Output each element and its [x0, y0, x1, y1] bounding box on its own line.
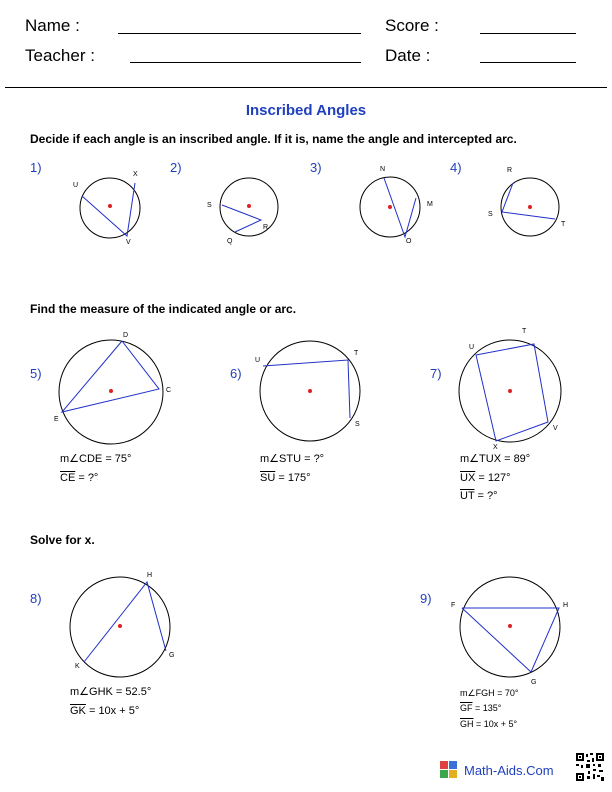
section2-instruction: Find the measure of the indicated angle or arc. [30, 302, 297, 316]
angle-name: GHK [89, 686, 113, 698]
point-label: R [507, 167, 513, 174]
given-value: = 89° [501, 453, 531, 465]
given-value: = ?° [75, 472, 99, 484]
arc-name: $\overline{CE}$ [60, 472, 76, 484]
point-label: H [147, 572, 153, 579]
point-label: M [427, 201, 433, 208]
given-value: = ?° [474, 490, 498, 502]
arc-name: $\overline{UX}$ [460, 472, 476, 484]
point-label: E [54, 416, 59, 423]
point-label: T [561, 221, 566, 228]
angle-name: TUX [479, 453, 502, 465]
chords-problem-1 [82, 183, 135, 236]
point-label: S [207, 202, 212, 209]
angle-prefix: m∠ [460, 688, 476, 698]
point-label: T [522, 328, 527, 335]
point-label: G [169, 652, 175, 659]
brand-link[interactable]: Math-Aids.Com [464, 763, 554, 778]
arc-name: $\overline{GK}$ [70, 705, 86, 717]
chords-problem-2 [222, 205, 261, 232]
point-label: X [493, 444, 498, 451]
given-value: = 70° [494, 688, 519, 698]
angle-prefix: m∠ [260, 453, 280, 465]
problem-9-number: 9) [420, 591, 432, 606]
point-label: O [406, 238, 412, 245]
point-label: C [166, 387, 172, 394]
point-label: G [531, 679, 537, 686]
given-value: = ?° [301, 453, 325, 465]
point-label: V [553, 425, 558, 432]
problem-2-number: 2) [170, 160, 182, 175]
center-dot [247, 204, 251, 208]
given-value: = 75° [102, 453, 132, 465]
point-label: X [133, 171, 138, 178]
math-aids-logo-icon [440, 761, 458, 779]
given-value: = 52.5° [112, 686, 152, 698]
problem-7-number: 7) [430, 366, 442, 381]
angle-prefix: m∠ [70, 686, 90, 698]
problem-1-number: 1) [30, 160, 42, 175]
center-dot [118, 624, 122, 628]
given-value: = 10x + 5° [85, 705, 140, 717]
center-dot [528, 205, 532, 209]
section1-instruction: Decide if each angle is an inscribed angle. If it is, name the angle and intercepted arc. [30, 132, 517, 146]
chords-problem-4 [502, 183, 555, 219]
chords-problem-6 [263, 360, 350, 418]
chords-problem-7 [476, 344, 548, 441]
angle-prefix: m∠ [60, 453, 80, 465]
name-label: Name : [25, 16, 80, 35]
center-dot [388, 205, 392, 209]
point-label: D [123, 332, 129, 339]
point-label: H [563, 602, 569, 609]
arc-name: $\overline{SU}$ [260, 472, 276, 484]
center-dot [308, 389, 312, 393]
point-label: V [126, 239, 131, 246]
arc-name: $\overline{GF}$ [460, 703, 473, 713]
problem-5-number: 5) [30, 366, 42, 381]
problem-8-number: 8) [30, 591, 42, 606]
center-dot [508, 389, 512, 393]
center-dot [109, 389, 113, 393]
point-label: Q [227, 238, 233, 245]
teacher-label: Teacher : [25, 46, 95, 65]
angle-name: CDE [79, 453, 103, 465]
given-value: = 135° [472, 703, 502, 713]
center-dot [508, 624, 512, 628]
given-value: = 175° [275, 472, 311, 484]
section3-instruction: Solve for x. [30, 533, 95, 547]
problem-4-number: 4) [450, 160, 462, 175]
point-label: T [354, 350, 359, 357]
chords-problem-8 [84, 582, 166, 662]
point-label: F [451, 602, 456, 609]
arc-name: $\overline{UT}$ [460, 490, 475, 502]
center-dot [108, 204, 112, 208]
point-label: U [469, 344, 475, 351]
point-label: N [380, 166, 386, 173]
angle-name: FGH [475, 688, 495, 698]
chords-problem-9 [462, 608, 559, 672]
angle-name: STU [279, 453, 302, 465]
page-title: Inscribed Angles [245, 102, 367, 119]
date-label: Date : [385, 46, 431, 65]
problem-3-number: 3) [310, 160, 322, 175]
score-label: Score : [385, 16, 439, 35]
given-value: = 127° [475, 472, 511, 484]
given-value: = 10x + 5° [473, 719, 518, 729]
point-label: U [73, 182, 79, 189]
point-label: U [255, 357, 261, 364]
point-label: K [75, 663, 80, 670]
problem-6-number: 6) [230, 366, 242, 381]
arc-name: $\overline{GH}$ [460, 719, 474, 729]
angle-prefix: m∠ [460, 453, 480, 465]
point-label: S [488, 211, 493, 218]
point-label: S [355, 421, 360, 428]
point-label: R [263, 224, 269, 231]
qr-code-icon [575, 752, 605, 782]
